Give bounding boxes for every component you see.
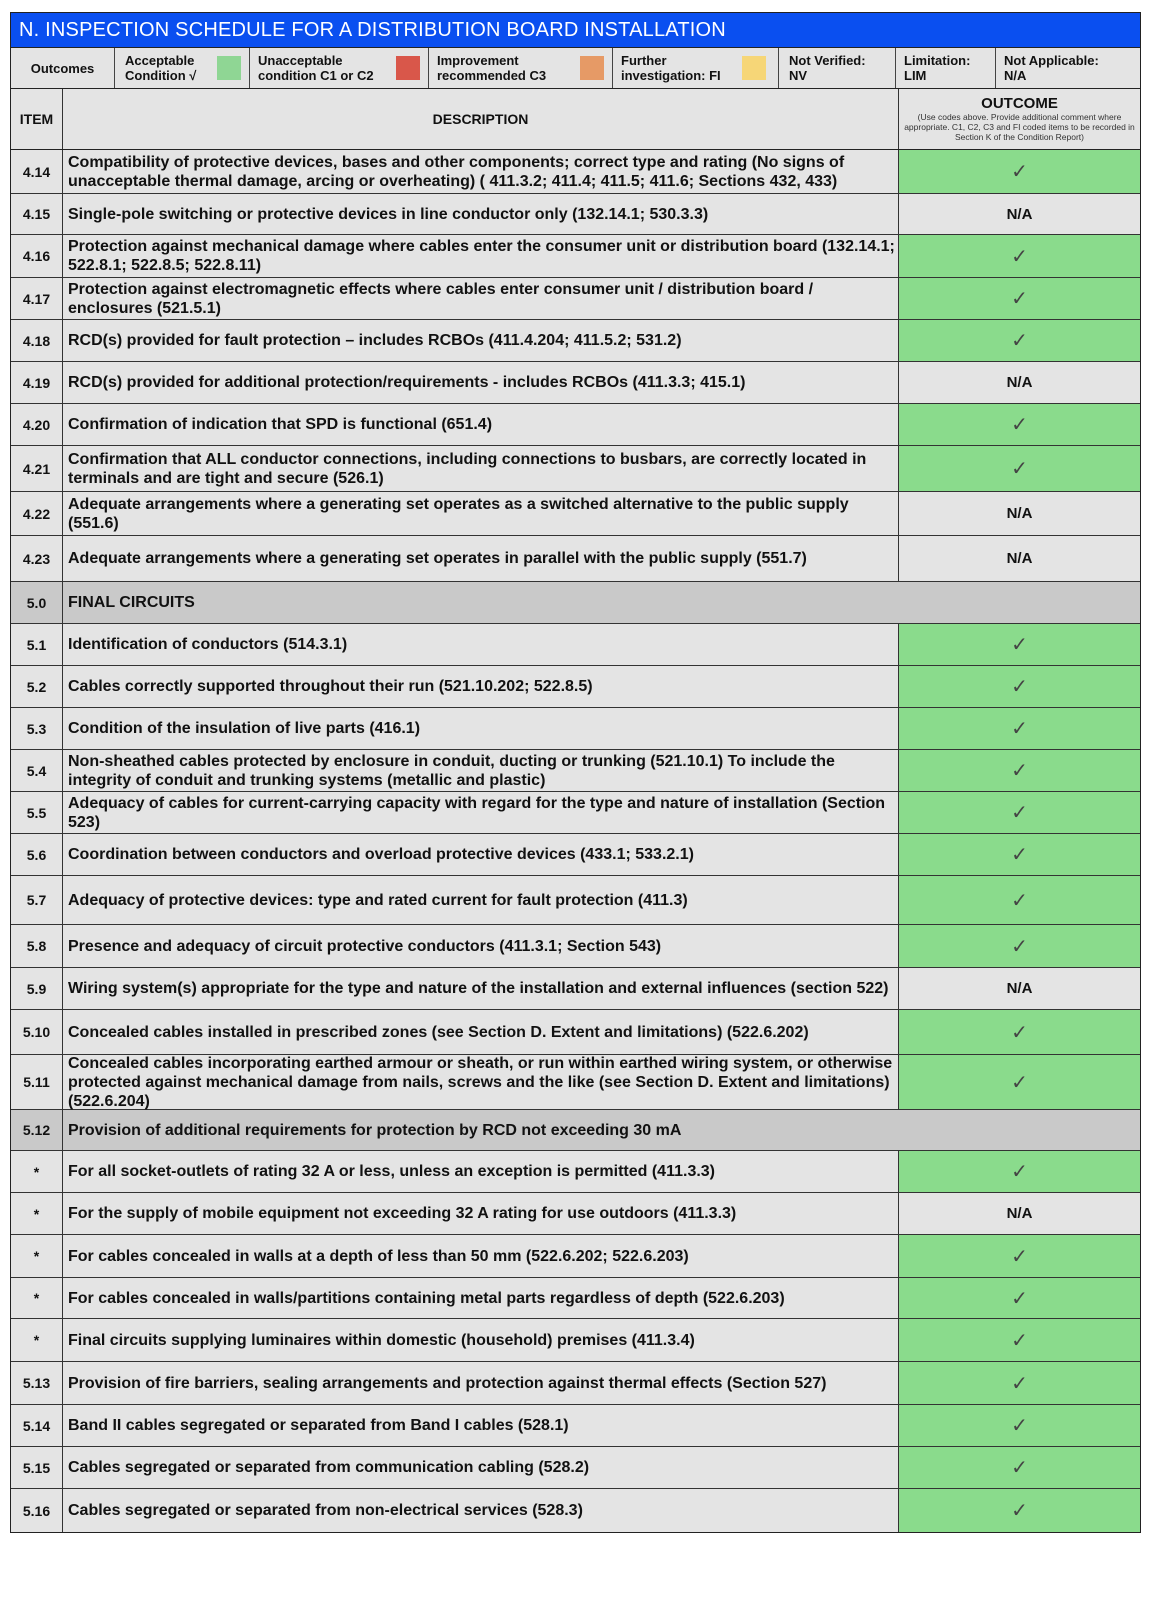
item-description: Compatibility of protective devices, bases and other components; correct type and rating (No signs of unacceptable thermal damage, arcing or overheating) ( 411.3.2; 411.4; 411.5; 411.6; Sections 432, 433) — [63, 150, 899, 193]
item-number: 5.1 — [11, 624, 63, 665]
outcome-acceptable-check-icon[interactable]: ✓ — [899, 278, 1140, 319]
table-row — [11, 1010, 1140, 1055]
item-description: Protection against electromagnetic effects where cables enter consumer unit / distribution board / enclosures (521.5.1) — [63, 278, 899, 319]
item-description: Concealed cables installed in prescribed zones (see Section D. Extent and limitations) (522.6.202) — [63, 1010, 899, 1054]
acceptable-swatch — [217, 56, 241, 80]
outcome-column-header — [899, 89, 1140, 149]
table-row — [11, 194, 1140, 235]
item-number: 5.9 — [11, 968, 63, 1009]
table-row — [11, 1319, 1140, 1362]
outcome-acceptable-check-icon[interactable]: ✓ — [899, 150, 1140, 193]
item-number: 5.7 — [11, 876, 63, 924]
outcome-not-applicable[interactable]: N/A — [899, 362, 1140, 403]
item-number: * — [11, 1193, 63, 1234]
item-description: Adequacy of protective devices: type and rated current for fault protection (411.3) — [63, 876, 899, 924]
item-description: Confirmation that ALL conductor connections, including connections to busbars, are correctly located in terminals and are tight and secure (526.1) — [63, 446, 899, 491]
outcome-acceptable-check-icon[interactable]: ✓ — [899, 1235, 1140, 1277]
table-row — [11, 320, 1140, 362]
item-column-header: ITEM — [11, 89, 63, 149]
outcome-not-applicable[interactable]: N/A — [899, 968, 1140, 1009]
outcome-not-applicable[interactable]: N/A — [899, 536, 1140, 581]
item-number: 5.11 — [11, 1055, 63, 1109]
outcome-acceptable-check-icon[interactable]: ✓ — [899, 1489, 1140, 1532]
outcome-acceptable-check-icon[interactable]: ✓ — [899, 1319, 1140, 1361]
table-row — [11, 536, 1140, 582]
item-description: Provision of fire barriers, sealing arrangements and protection against thermal effects (Section 527) — [63, 1362, 899, 1404]
item-description: Adequate arrangements where a generating set operates as a switched alternative to the public supply (551.6) — [63, 492, 899, 535]
legend-not-verified: Not Verified: NV — [779, 48, 896, 88]
outcome-acceptable-check-icon[interactable]: ✓ — [899, 1055, 1140, 1109]
item-number: 4.17 — [11, 278, 63, 319]
item-number: 5.16 — [11, 1489, 63, 1532]
item-number: * — [11, 1235, 63, 1277]
item-description: Non-sheathed cables protected by enclosure in conduit, ducting or trunking (521.10.1) To include the integrity of conduit and trunking systems (metallic and plastic) — [63, 750, 899, 791]
item-number: 5.12 — [11, 1110, 63, 1150]
table-row — [11, 362, 1140, 404]
item-number: 5.3 — [11, 708, 63, 749]
item-description: Cables correctly supported throughout their run (521.10.202; 522.8.5) — [63, 666, 899, 707]
table-row — [11, 1447, 1140, 1489]
table-row — [11, 1193, 1140, 1235]
legend-label: Outcomes — [11, 48, 115, 88]
legend-not-applicable: Not Applicable: N/A — [1004, 53, 1099, 83]
item-number: 4.18 — [11, 320, 63, 361]
outcome-title: OUTCOME — [981, 95, 1058, 112]
item-number: 4.22 — [11, 492, 63, 535]
table-row — [11, 150, 1140, 194]
item-description: Band II cables segregated or separated from Band I cables (528.1) — [63, 1405, 899, 1446]
table-row — [11, 1405, 1140, 1447]
outcome-acceptable-check-icon[interactable]: ✓ — [899, 1151, 1140, 1192]
legend-unacceptable: Unacceptable condition C1 or C2 — [250, 48, 429, 88]
item-number: 5.5 — [11, 792, 63, 833]
improvement-swatch — [580, 56, 604, 80]
item-description: Condition of the insulation of live parts (416.1) — [63, 708, 899, 749]
item-description: Single-pole switching or protective devices in line conductor only (132.14.1; 530.3.3) — [63, 194, 899, 234]
item-number: 5.14 — [11, 1405, 63, 1446]
outcome-not-applicable[interactable]: N/A — [899, 492, 1140, 535]
item-number: 4.23 — [11, 536, 63, 581]
item-description: Wiring system(s) appropriate for the type and nature of the installation and external influences (section 522) — [63, 968, 899, 1009]
outcome-acceptable-check-icon[interactable]: ✓ — [899, 925, 1140, 967]
table-row — [11, 750, 1140, 792]
inspection-schedule — [10, 12, 1141, 1533]
legend-acceptable: Acceptable Condition √ — [115, 48, 250, 88]
item-number: 5.6 — [11, 834, 63, 875]
item-description: Final circuits supplying luminaires within domestic (household) premises (411.3.4) — [63, 1319, 899, 1361]
outcome-acceptable-check-icon[interactable]: ✓ — [899, 1278, 1140, 1318]
outcome-acceptable-check-icon[interactable]: ✓ — [899, 1362, 1140, 1404]
table-row — [11, 404, 1140, 446]
table-row — [11, 1362, 1140, 1405]
item-description: RCD(s) provided for fault protection – includes RCBOs (411.4.204; 411.5.2; 531.2) — [63, 320, 899, 361]
item-description: Identification of conductors (514.3.1) — [63, 624, 899, 665]
item-number: 4.14 — [11, 150, 63, 193]
item-description: FINAL CIRCUITS — [68, 594, 195, 611]
table-row — [11, 1489, 1140, 1532]
table-header — [11, 89, 1140, 150]
item-number: 5.15 — [11, 1447, 63, 1488]
item-description: Cables segregated or separated from communication cabling (528.2) — [63, 1447, 899, 1488]
outcome-acceptable-check-icon[interactable]: ✓ — [899, 834, 1140, 875]
table-row — [11, 278, 1140, 320]
item-description: Presence and adequacy of circuit protective conductors (411.3.1; Section 543) — [63, 925, 899, 967]
item-description: Adequate arrangements where a generating set operates in parallel with the public supply (551.7) — [63, 536, 899, 581]
outcome-acceptable-check-icon[interactable]: ✓ — [899, 235, 1140, 277]
item-description: For the supply of mobile equipment not exceeding 32 A rating for use outdoors (411.3.3) — [63, 1193, 899, 1234]
table-row — [11, 876, 1140, 925]
section-row — [11, 582, 1140, 624]
outcome-acceptable-check-icon[interactable]: ✓ — [899, 624, 1140, 665]
item-number: 4.15 — [11, 194, 63, 234]
item-description: Confirmation of indication that SPD is functional (651.4) — [63, 404, 899, 445]
table-row — [11, 968, 1140, 1010]
table-row — [11, 666, 1140, 708]
legend-improvement: Improvement recommended C3 — [429, 48, 613, 88]
table-row — [11, 1151, 1140, 1193]
outcome-acceptable-check-icon[interactable]: ✓ — [899, 666, 1140, 707]
legend-limitation: Limitation: LIM — [896, 48, 996, 88]
outcome-not-applicable[interactable]: N/A — [899, 1193, 1140, 1234]
table-row — [11, 792, 1140, 834]
item-description: Coordination between conductors and overload protective devices (433.1; 533.2.1) — [63, 834, 899, 875]
item-number: * — [11, 1151, 63, 1192]
item-number: 5.0 — [11, 582, 63, 623]
outcome-acceptable-check-icon[interactable]: ✓ — [899, 708, 1140, 749]
table-row — [11, 1278, 1140, 1319]
item-number: 5.4 — [11, 750, 63, 791]
table-row — [11, 925, 1140, 968]
table-row — [11, 1055, 1140, 1110]
table-row — [11, 235, 1140, 278]
item-description: Adequacy of cables for current-carrying capacity with regard for the type and nature of installation (Section 523) — [63, 792, 899, 833]
table-row — [11, 1235, 1140, 1278]
item-description: Concealed cables incorporating earthed armour or sheath, or run within earthed wiring system, or otherwise protected against mechanical damage from nails, screws and the like (see Section D. Extent and limitations) (522.6.204) — [63, 1055, 899, 1109]
outcome-acceptable-check-icon[interactable]: ✓ — [899, 876, 1140, 924]
item-number: 4.16 — [11, 235, 63, 277]
table-row — [11, 492, 1140, 536]
outcome-acceptable-check-icon[interactable]: ✓ — [899, 750, 1140, 791]
item-number: 5.8 — [11, 925, 63, 967]
outcomes-legend — [11, 48, 1140, 89]
outcome-not-applicable[interactable]: N/A — [899, 194, 1140, 234]
item-description: For cables concealed in walls/partitions containing metal parts regardless of depth (522.6.203) — [63, 1278, 899, 1318]
table-row — [11, 834, 1140, 876]
schedule-title: N. INSPECTION SCHEDULE FOR A DISTRIBUTION BOARD INSTALLATION — [11, 13, 1140, 48]
table-row — [11, 446, 1140, 492]
outcome-acceptable-check-icon[interactable]: ✓ — [899, 1010, 1140, 1054]
item-number: * — [11, 1278, 63, 1318]
item-number: * — [11, 1319, 63, 1361]
item-description: RCD(s) provided for additional protection/requirements - includes RCBOs (411.3.3; 415.1) — [63, 362, 899, 403]
item-number: 5.10 — [11, 1010, 63, 1054]
section-row — [11, 1110, 1140, 1151]
outcome-acceptable-check-icon[interactable]: ✓ — [899, 1405, 1140, 1446]
item-number: 4.21 — [11, 446, 63, 491]
item-description: For cables concealed in walls at a depth of less than 50 mm (522.6.202; 522.6.203) — [63, 1235, 899, 1277]
item-description: Provision of additional requirements for protection by RCD not exceeding 30 mA — [68, 1121, 682, 1139]
outcome-acceptable-check-icon[interactable]: ✓ — [899, 792, 1140, 833]
item-description: Cables segregated or separated from non-electrical services (528.3) — [63, 1489, 899, 1532]
item-number: 5.2 — [11, 666, 63, 707]
legend-further-investigation: Further investigation: FI — [613, 48, 779, 88]
item-description: Protection against mechanical damage where cables enter the consumer unit or distribution board (132.14.1; 522.8.1; 522.8.5; 522.8.11) — [63, 235, 899, 277]
item-description: For all socket-outlets of rating 32 A or less, unless an exception is permitted (411.3.3) — [63, 1151, 899, 1192]
outcome-acceptable-check-icon[interactable]: ✓ — [899, 404, 1140, 445]
schedule-rows — [11, 150, 1140, 1532]
outcome-note: (Use codes above. Provide additional comment where appropriate. C1, C2, C3 and FI coded items to be recorded in Section K of the Condition Report) — [904, 112, 1135, 142]
item-number: 5.13 — [11, 1362, 63, 1404]
further-investigation-swatch — [742, 56, 766, 80]
outcome-acceptable-check-icon[interactable]: ✓ — [899, 320, 1140, 361]
unacceptable-swatch — [396, 56, 420, 80]
item-number: 4.20 — [11, 404, 63, 445]
outcome-acceptable-check-icon[interactable]: ✓ — [899, 446, 1140, 491]
table-row — [11, 708, 1140, 750]
item-number: 4.19 — [11, 362, 63, 403]
table-row — [11, 624, 1140, 666]
outcome-acceptable-check-icon[interactable]: ✓ — [899, 1447, 1140, 1488]
description-column-header: DESCRIPTION — [63, 89, 899, 149]
